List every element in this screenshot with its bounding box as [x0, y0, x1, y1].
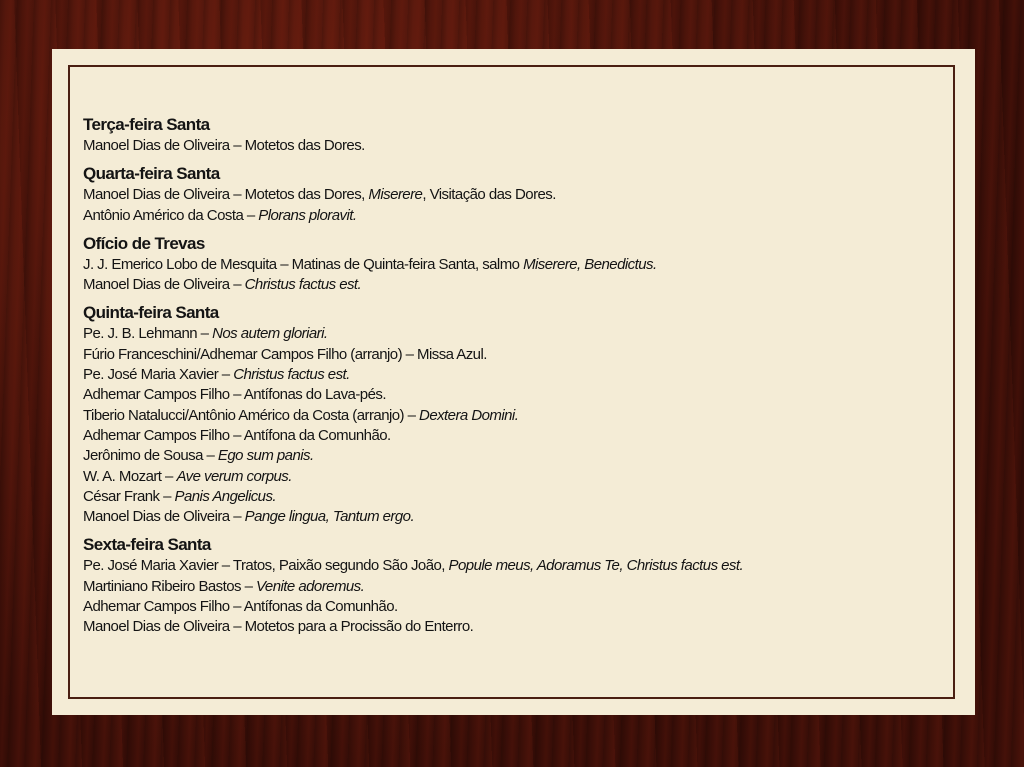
- program-entry: [83, 507, 943, 527]
- program-entry: [83, 324, 943, 344]
- work-title-italic: Miserere: [368, 186, 423, 204]
- entry-text: Jerônimo de Sousa –: [83, 447, 218, 465]
- program-content: [83, 114, 943, 645]
- section-title: Sexta-feira Santa: [83, 535, 211, 555]
- program-entry: [83, 345, 943, 365]
- program-entry: [83, 617, 943, 637]
- program-entry: [83, 577, 943, 597]
- entry-text: Pe. José Maria Xavier –: [83, 366, 234, 384]
- program-section: [83, 233, 943, 296]
- program-section: [83, 114, 943, 156]
- entry-text: Adhemar Campos Filho – Antífona da Comunhão.: [83, 426, 391, 444]
- entry-text: Martiniano Ribeiro Bastos –: [83, 577, 257, 595]
- program-section: [83, 163, 943, 226]
- section-title: Quarta-feira Santa: [83, 164, 220, 184]
- entry-text: César Frank –: [83, 487, 175, 505]
- work-title-italic: Christus factus est.: [233, 366, 350, 384]
- section-title: Terça-feira Santa: [83, 115, 210, 134]
- program-entry: [83, 556, 943, 576]
- program-card: [52, 49, 975, 715]
- work-title-italic: Christus factus est.: [244, 276, 362, 294]
- section-title: Ofício de Trevas: [83, 233, 205, 253]
- program-entry: [83, 275, 943, 295]
- section-title: Quinta-feira Santa: [83, 303, 219, 323]
- card-border: [68, 65, 955, 699]
- program-entry: [83, 255, 943, 275]
- work-title-italic: Ave verum corpus.: [176, 467, 292, 485]
- program-entry: [83, 385, 943, 405]
- entry-text: Pe. J. B. Lehmann –: [83, 325, 213, 343]
- entry-text: Manoel Dias de Oliveira – Motetos das Dores.: [83, 137, 365, 154]
- entry-text: Tiberio Natalucci/Antônio Américo da Costa (arranjo) –: [83, 406, 420, 424]
- work-title-italic: Plorans ploravit.: [258, 206, 357, 224]
- program-entry: [83, 185, 943, 205]
- program-entry: [83, 467, 943, 487]
- entry-text: Fúrio Franceschini/Adhemar Campos Filho (arranjo) – Missa Azul.: [83, 345, 487, 363]
- work-title-italic: Popule meus, Adoramus Te, Christus factus est.: [448, 557, 744, 575]
- program-section: [83, 534, 943, 637]
- program-entry: [83, 426, 943, 446]
- work-title-italic: Venite adoremus.: [256, 577, 365, 595]
- work-title-italic: Pange lingua, Tantum ergo.: [244, 508, 415, 526]
- entry-text: Adhemar Campos Filho – Antífonas da Comunhão.: [83, 598, 398, 616]
- work-title-italic: Dextera Domini.: [419, 406, 519, 424]
- entry-text: Adhemar Campos Filho – Antífonas do Lava-pés.: [83, 386, 386, 404]
- program-entry: [83, 136, 943, 156]
- work-title-italic: Panis Angelicus.: [174, 487, 277, 505]
- entry-text: , Visitação das Dores.: [422, 186, 556, 204]
- entry-text: Antônio Américo da Costa –: [83, 206, 259, 224]
- program-entry: [83, 487, 943, 507]
- entry-text: Manoel Dias de Oliveira – Motetos para a Procissão do Enterro.: [83, 618, 474, 636]
- program-entry: [83, 365, 943, 385]
- program-entry: [83, 446, 943, 466]
- entry-text: J. J. Emerico Lobo de Mesquita – Matinas de Quinta-feira Santa, salmo: [83, 255, 524, 273]
- work-title-italic: Ego sum panis.: [217, 447, 314, 465]
- work-title-italic: Nos autem gloriari.: [212, 325, 328, 343]
- program-entry: [83, 206, 943, 226]
- entry-text: Manoel Dias de Oliveira – Motetos das Dores,: [83, 186, 369, 204]
- entry-text: W. A. Mozart –: [83, 467, 177, 485]
- entry-text: Pe. José Maria Xavier – Tratos, Paixão segundo São João,: [83, 557, 449, 575]
- work-title-italic: Miserere, Benedictus.: [523, 255, 657, 273]
- program-entry: [83, 406, 943, 426]
- program-entry: [83, 597, 943, 617]
- entry-text: Manoel Dias de Oliveira –: [83, 508, 245, 526]
- program-section: [83, 302, 943, 527]
- entry-text: Manoel Dias de Oliveira –: [83, 276, 245, 294]
